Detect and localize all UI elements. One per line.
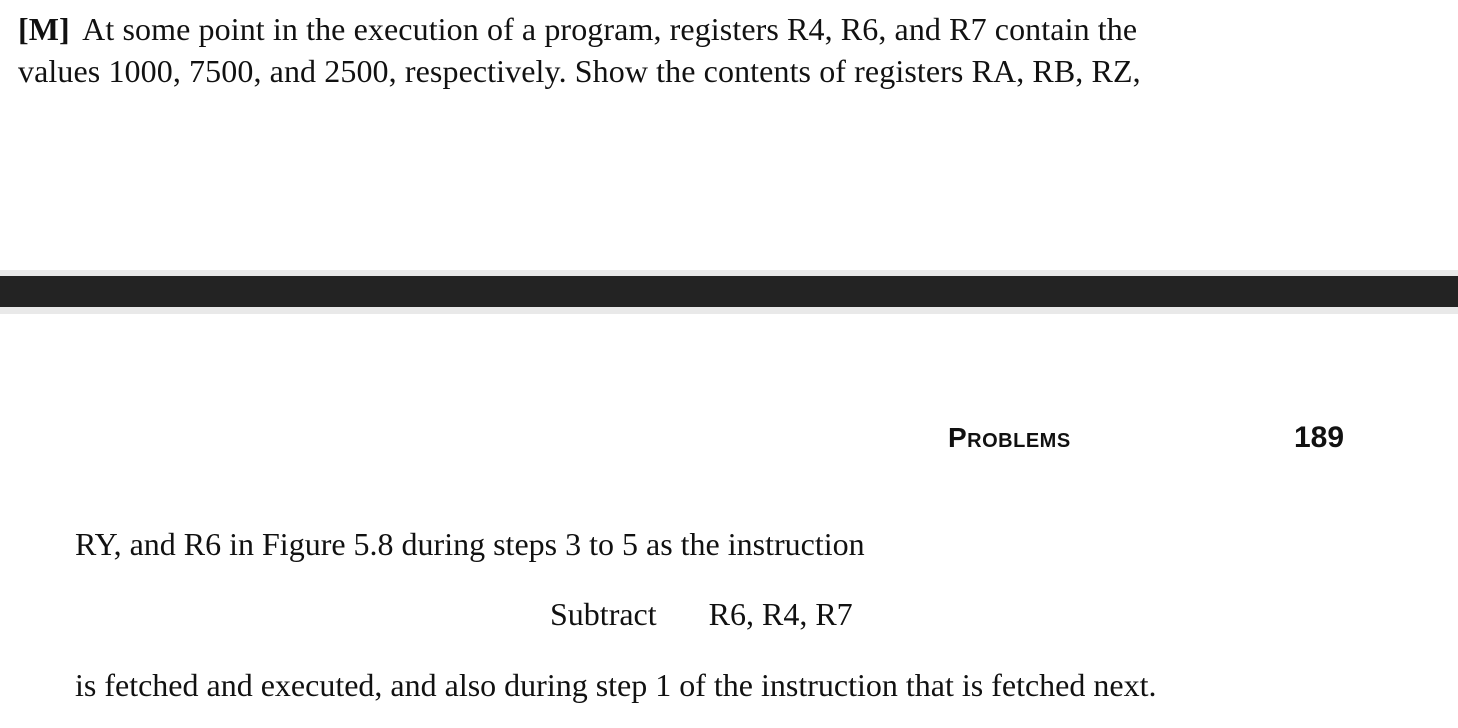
top-text-line-1-content: At some point in the execution of a program, registers R4, R6, and R7 contain the xyxy=(82,11,1138,47)
top-text-line-1 xyxy=(18,8,1438,50)
instruction-operands: R6, R4, R7 xyxy=(708,596,853,632)
page-number: 189 xyxy=(1294,421,1345,454)
paragraph-line-2: is fetched and executed, and also during step 1 of the instruction that is fetched next. xyxy=(75,667,1157,703)
page-gap-divider xyxy=(0,276,1458,307)
problem-tag: [M] xyxy=(18,11,70,47)
paragraph-line-1: RY, and R6 in Figure 5.8 during steps 3 to 5 as the instruction xyxy=(75,526,865,562)
top-text-line-2: values 1000, 7500, and 2500, respectively. Show the contents of registers RA, RB, RZ, xyxy=(18,53,1141,89)
top-page-text xyxy=(18,8,1438,92)
instruction-opcode: Subtract xyxy=(550,596,657,632)
instruction-display xyxy=(550,594,853,634)
running-head: Problems xyxy=(948,422,1071,453)
